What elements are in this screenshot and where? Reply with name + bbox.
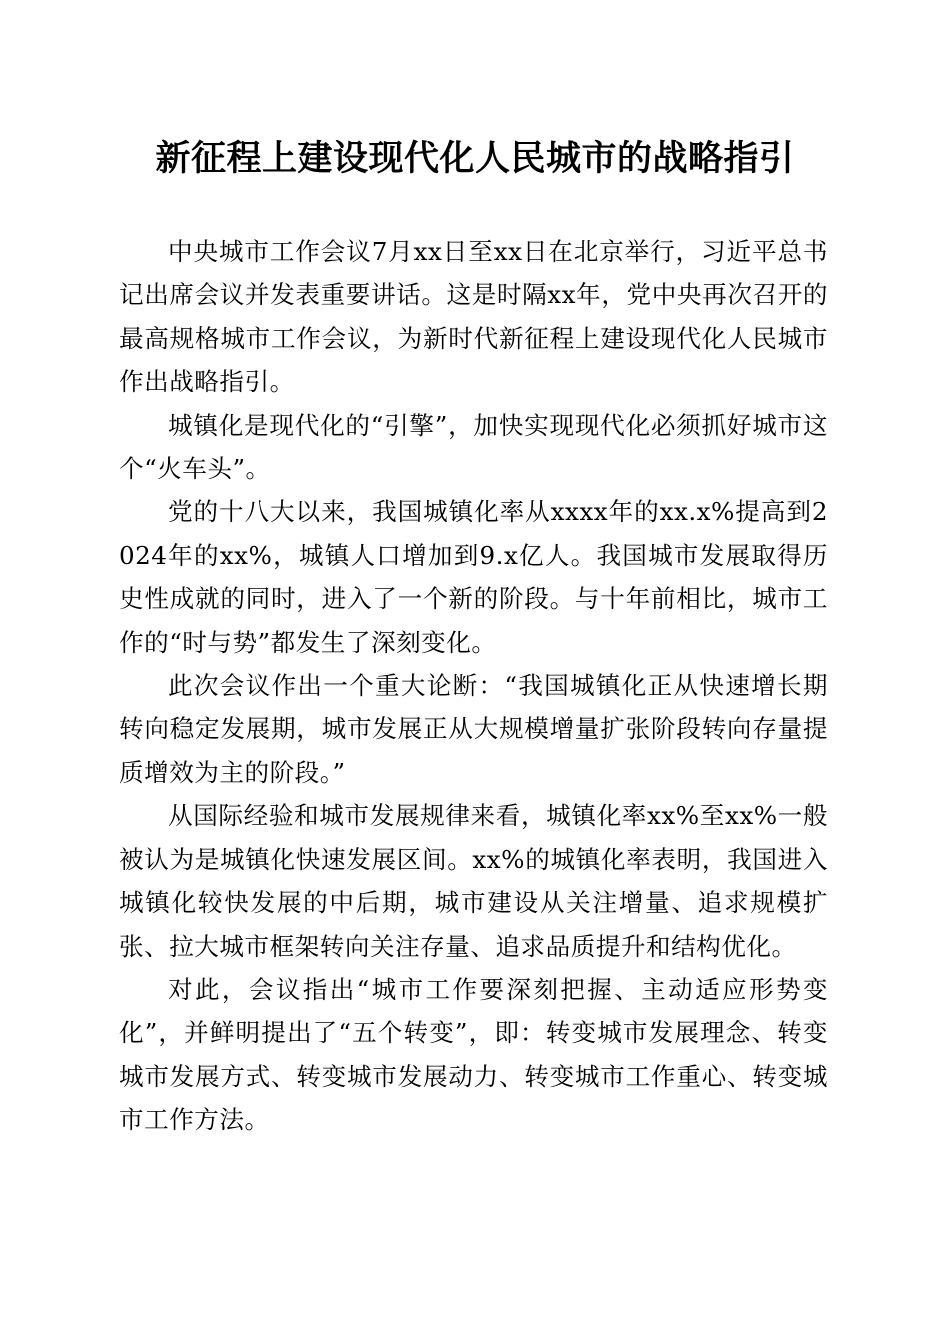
paragraph-4: 此次会议作出一个重大论断：“我国城镇化正从快速增长期转向稳定发展期，城市发展正从大规模增量扩张阶段转向存量提质增效为主的阶段。”: [119, 671, 828, 787]
paragraph-5: 从国际经验和城市发展规律来看，城镇化率xx%至xx%一般被认为是城镇化快速发展区间。xx%的城镇化率表明，我国进入城镇化较快发展的中后期，城市建设从关注增量、追求规模扩张、拉大城市框架转向关注存量、追求品质提升和结构优化。: [119, 801, 828, 961]
paragraph-1: 中央城市工作会议7月xx日至xx日在北京举行，习近平总书记出席会议并发表重要讲话。这是时隔xx年，党中央再次召开的最高规格城市工作会议，为新时代新征程上建设现代化人民城市作出战略指引。: [119, 237, 828, 397]
document-body: [119, 230, 828, 1142]
document-title: 新征程上建设现代化人民城市的战略指引: [155, 138, 795, 179]
paragraph-6: 对此，会议指出“城市工作要深刻把握、主动适应形势变化”，并鲜明提出了“五个转变”，即：转变城市发展理念、转变城市发展方式、转变城市发展动力、转变城市工作重心、转变城市工作方法。: [119, 974, 828, 1135]
paragraph-3: 党的十八大以来，我国城镇化率从xxxx年的xx.x%提高到2024年的xx%，城镇人口增加到9.x亿人。我国城市发展取得历史性成就的同时，进入了一个新的阶段。与十年前相比，城市工作的“时与势”都发生了深刻变化。: [119, 497, 828, 657]
paragraph-2: 城镇化是现代化的“引擎”，加快实现现代化必须抓好城市这个“火车头”。: [119, 410, 828, 484]
